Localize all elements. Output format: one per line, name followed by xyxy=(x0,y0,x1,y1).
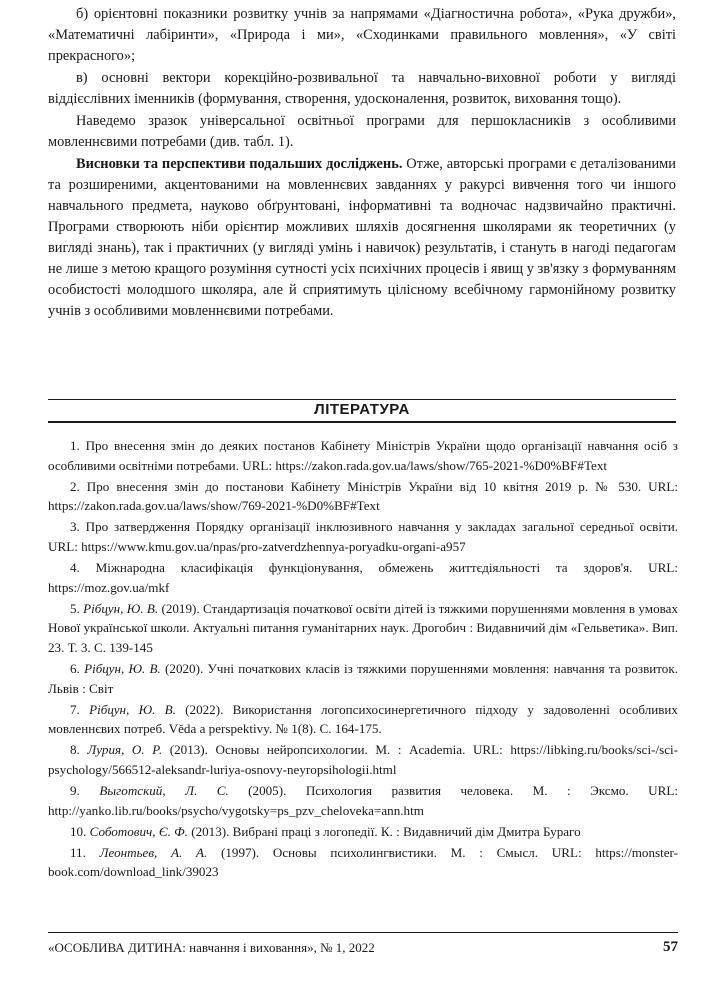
conclusions-heading: Висновки та перспективи подальших досліджень. xyxy=(76,156,403,172)
paragraph-indicators: б) орієнтовні показники розвитку учнів за напрямами «Діагностична робота», «Рука дружби», «Математичні лабіринти», «Природа і ми», «Сходинками правильного мовлення», «У світі прекрасного»; xyxy=(48,6,676,64)
reference-item: 10. Соботович, Є. Ф. (2013). Вибрані праці з логопедії. К. : Видавничий дім Дмитра Бураго xyxy=(70,823,581,839)
journal-name: «ОСОБЛИВА ДИТИНА: навчання і виховання», № 1, 2022 xyxy=(48,940,375,955)
reference-author: Леонтьев, А. А. xyxy=(99,844,208,860)
body-text xyxy=(48,4,676,323)
literature-header xyxy=(48,399,676,423)
reference-item: 6. Рібцун, Ю. В. (2020). Учні початкових класів із тяжкими порушеннями мовлення: навчання та розвиток. Львів : Світ xyxy=(48,661,678,696)
paragraph-sample-program: Наведемо зразок універсальної освітньої програми для першокласників з особливими мовленнєвими потребами (див. табл. 1). xyxy=(48,113,676,150)
paragraph-conclusions xyxy=(48,154,676,322)
reference-author: Рібцун, Ю. В. xyxy=(83,600,159,616)
page-footer xyxy=(48,940,678,960)
reference-item: 2. Про внесення змін до постанови Кабінету Міністрів України від 10 квітня 2019 р. № 530. URL: https://zakon.rada.gov.ua/laws/show/769-2021-%D0%BF#Text xyxy=(48,478,678,514)
paragraph-vectors: в) основні вектори корекційно-розвивальної та навчально-виховної роботи у вигляді віддієслівних іменників (формування, створення, удосконалення, розвиток, виховання тощо). xyxy=(48,70,676,107)
reference-item: 5. Рібцун, Ю. В. (2019). Стандартизація початкової освіти дітей із тяжкими порушеннями мовлення в умовах Нової української школи. Актуальні питання гуманітарних наук. Дрогобич : Видавничий дім «Гельветика». Вип. 23. Т. 3. С. 139-145 xyxy=(48,600,678,655)
reference-item: 3. Про затвердження Порядку організації інклюзивного навчання у закладах загальної середньої освіти. URL: https://www.kmu.gov.ua/npas/pro-zatverdzhennya-poryadku-organi-a957 xyxy=(48,519,678,554)
reference-author: Лурия, О. Р. xyxy=(87,742,163,758)
reference-list xyxy=(48,436,678,884)
literature-top-rule xyxy=(48,399,676,400)
reference-item: 11. Леонтьев, А. А. (1997). Основы психолингвистики. М. : Смысл. URL: https://monster-book.com/download_link/39023 xyxy=(48,844,678,880)
reference-author: Выготский, Л. С. xyxy=(99,783,229,799)
conclusions-text: Отже, авторські програми є деталізованими та розширеними, акцентованими на мовленнєвих завданнях у ракурсі вивчення того чи іншого навчального предмета, науково обґрунтовані, інформативні та водночас надзвичайно практичні. Програми створюють ніби орієнтир можливих шляхів досягнення школярами як теоретичних (у вигляді знань), так і практичних (у вигляді умінь і навичок) результатів, і стануть в нагоді педагогам не лише з метою кращого розуміння сутності усіх психічних процесів і явищ у зв'язку з формуванням особистості молодшого школяра, але й сприятимуть цілісному всебічному гармонійному розвитку учнів з особливими мовленнєвими потребами. xyxy=(48,156,676,319)
footer-rule xyxy=(48,932,678,933)
reference-item: 4. Міжнародна класифікація функціонування, обмежень життєдіяльності та здоров'я. URL: https://moz.gov.ua/mkf xyxy=(48,560,678,595)
reference-item: 1. Про внесення змін до деяких постанов Кабінету Міністрів України щодо організації навчання осіб з особливими освітніми потребами. URL: https://zakon.rada.gov.ua/laws/show/765-2021-%D0%BF#Text xyxy=(48,438,678,473)
page-number: 57 xyxy=(663,939,678,955)
reference-item: 9. Выготский, Л. С. (2005). Психология развития человека. М. : Эксмо. URL: http://yanko.lib.ru/books/psycho/vygotsky=ps_pzv_cheloveka=ann.htm xyxy=(48,783,679,818)
reference-item: 8. Лурия, О. Р. (2013). Основы нейропсихологии. М. : Academia. URL: https://libking.ru/books/sci-/sci-psychology/566512-aleksandr-luriya-osnovy-neyropsihologii.html xyxy=(48,742,678,777)
reference-item: 7. Рібцун, Ю. В. (2022). Використання логопсихосинергетичного підходу у задоволенні особливих мовленнєвих потреб. Věda a perspektivy. № 1(8). С. 164-175. xyxy=(48,701,678,737)
reference-author: Соботович, Є. Ф. xyxy=(89,823,188,839)
reference-author: Рібцун, Ю. В. xyxy=(89,701,176,717)
literature-title: ЛІТЕРАТУРА xyxy=(314,401,410,418)
reference-author: Рібцун, Ю. В. xyxy=(84,661,161,677)
